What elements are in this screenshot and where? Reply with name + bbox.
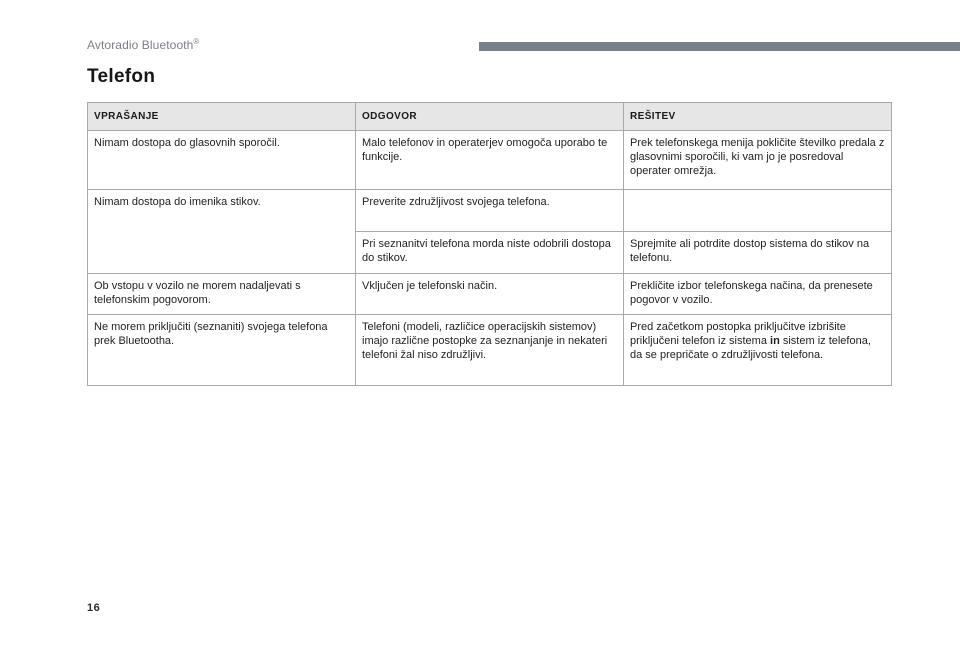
solution-cell: [624, 315, 892, 386]
question-cell: Ne morem priključiti (seznaniti) svojega telefona prek Bluetootha.: [88, 315, 356, 386]
table-row: [88, 232, 892, 274]
answer-cell: Preverite združljivost svojega telefona.: [356, 190, 624, 232]
section-header: [87, 38, 199, 52]
answer-cell: Pri seznanitvi telefona morda niste odobrili dostopa do stikov.: [356, 232, 624, 274]
solution-text-start: Pred začetkom postopka priključitve izbrišite priključeni telefon iz sistema: [630, 321, 846, 347]
page-number: 16: [87, 602, 101, 614]
table-row: [88, 131, 892, 190]
section-title: Avtoradio Bluetooth: [87, 38, 194, 52]
table-row: [88, 274, 892, 315]
question-cell: [88, 232, 356, 274]
troubleshooting-table: [87, 102, 892, 386]
column-header-answer: ODGOVOR: [356, 103, 624, 131]
column-header-question: VPRAŠANJE: [88, 103, 356, 131]
table-row: [88, 190, 892, 232]
column-header-solution: REŠITEV: [624, 103, 892, 131]
solution-text-end: sistem iz telefona, da se prepričate o združljivosti telefona.: [630, 335, 871, 361]
header-rule: [479, 42, 960, 51]
question-cell: Nimam dostopa do imenika stikov.: [88, 190, 356, 232]
solution-cell: Prekličite izbor telefonskega načina, da prenesete pogovor v vozilo.: [624, 274, 892, 315]
solution-cell: [624, 190, 892, 232]
solution-text-bold: in: [770, 335, 780, 347]
question-cell: Ob vstopu v vozilo ne morem nadaljevati s telefonskim pogovorom.: [88, 274, 356, 315]
answer-cell: Malo telefonov in operaterjev omogoča uporabo te funkcije.: [356, 131, 624, 190]
solution-cell: Prek telefonskega menija pokličite številko predala z glasovnimi sporočili, ki vam jo je posredoval operater omrežja.: [624, 131, 892, 190]
question-cell: Nimam dostopa do glasovnih sporočil.: [88, 131, 356, 190]
answer-cell: Vključen je telefonski način.: [356, 274, 624, 315]
registered-mark: ®: [193, 37, 200, 46]
page-title: Telefon: [87, 66, 156, 87]
solution-cell: Sprejmite ali potrdite dostop sistema do stikov na telefonu.: [624, 232, 892, 274]
table-header-row: [88, 103, 892, 131]
table-row: [88, 315, 892, 386]
answer-cell: Telefoni (modeli, različice operacijskih sistemov) imajo različne postopke za seznanjanje in nekateri telefoni žal niso združljivi.: [356, 315, 624, 386]
